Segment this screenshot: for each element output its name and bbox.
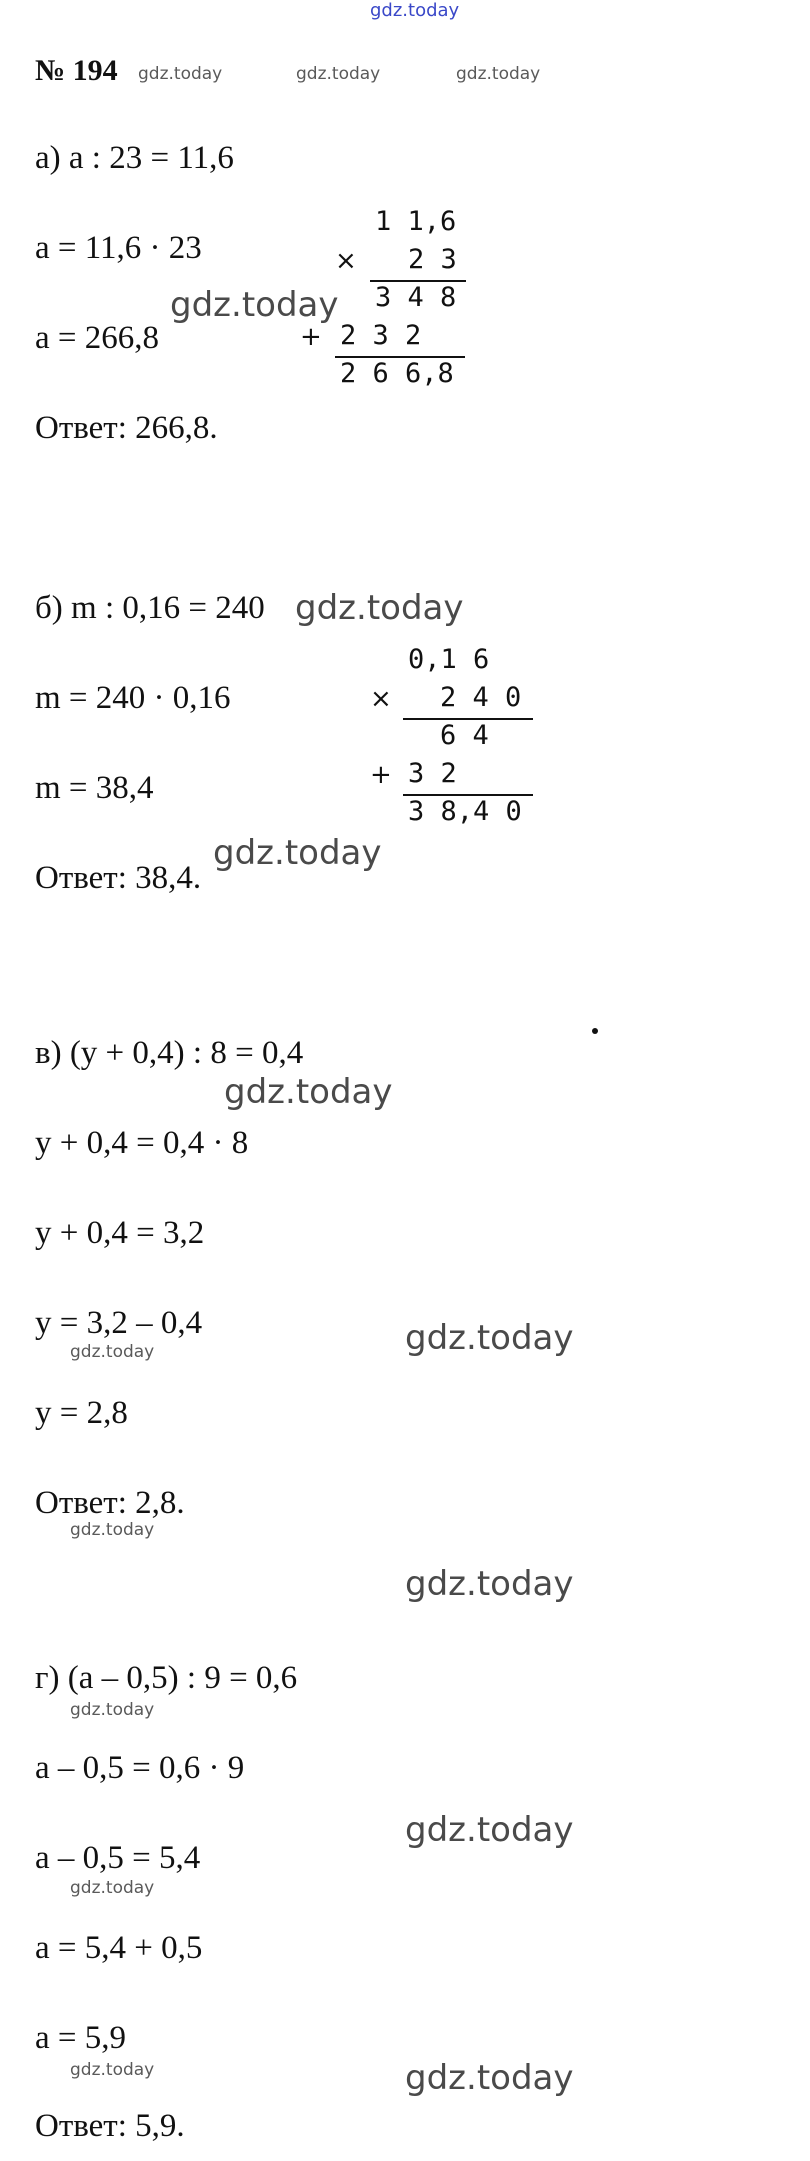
part-c-equation: в) (y + 0,4) : 8 = 0,4 (35, 1035, 304, 1071)
part-b-step2: m = 38,4 (35, 770, 154, 806)
calc-a-result: 2 6 6,8 (340, 358, 454, 389)
calc-a-partial2: 2 3 2 (340, 320, 422, 351)
watermark: gdz.today (70, 1342, 155, 1362)
part-c-answer: Ответ: 2,8. (35, 1485, 185, 1521)
watermark: gdz.today (405, 1318, 574, 1358)
calc-b-partial1: 6 4 (440, 720, 489, 751)
watermark-header-1: gdz.today (138, 64, 223, 84)
part-a-step2: a = 266,8 (35, 320, 160, 356)
part-b-step1: m = 240 · 0,16 (35, 680, 231, 716)
part-c-step1: y + 0,4 = 0,4 · 8 (35, 1125, 249, 1161)
part-b-equation: б) m : 0,16 = 240 (35, 590, 265, 626)
calc-b-multiplicand: 0,1 6 (408, 644, 490, 675)
stray-dot (592, 1028, 598, 1034)
calc-b-multiplier: 2 4 0 (440, 682, 522, 713)
part-d-step3: a = 5,4 + 0,5 (35, 1930, 203, 1966)
part-c-step3: y = 3,2 – 0,4 (35, 1305, 203, 1341)
calc-a-multiplicand: 1 1,6 (375, 206, 457, 237)
part-d-answer: Ответ: 5,9. (35, 2108, 185, 2144)
watermark: gdz.today (224, 1072, 393, 1112)
times-sign: × (335, 246, 357, 276)
part-a-answer: Ответ: 266,8. (35, 410, 218, 446)
times-sign: × (370, 684, 392, 714)
part-a-equation: а) a : 23 = 11,6 (35, 140, 234, 176)
part-c-step4: y = 2,8 (35, 1395, 128, 1431)
watermark-header-2: gdz.today (296, 64, 381, 84)
part-d-step2: a – 0,5 = 5,4 (35, 1840, 201, 1876)
watermark-top: gdz.today (370, 0, 460, 21)
watermark: gdz.today (70, 2060, 155, 2080)
watermark: gdz.today (295, 588, 464, 628)
part-c-step2: y + 0,4 = 3,2 (35, 1215, 205, 1251)
watermark: gdz.today (70, 1878, 155, 1898)
watermark: gdz.today (405, 1810, 574, 1850)
watermark: gdz.today (213, 833, 382, 873)
part-d-equation: г) (a – 0,5) : 9 = 0,6 (35, 1660, 298, 1696)
watermark-header-3: gdz.today (456, 64, 541, 84)
watermark: gdz.today (70, 1520, 155, 1540)
watermark: gdz.today (405, 1564, 574, 1604)
part-a-step1: a = 11,6 · 23 (35, 230, 202, 266)
watermark: gdz.today (170, 285, 339, 325)
plus-sign: + (370, 760, 392, 790)
watermark: gdz.today (70, 1700, 155, 1720)
problem-title: № 194 (35, 54, 118, 87)
part-d-step4: a = 5,9 (35, 2020, 127, 2056)
calc-b-result: 3 8,4 0 (408, 796, 522, 827)
part-d-step1: a – 0,5 = 0,6 · 9 (35, 1750, 245, 1786)
calc-a-partial1: 3 4 8 (375, 282, 457, 313)
plus-sign: + (300, 322, 322, 352)
calc-a-multiplier: 2 3 (408, 244, 457, 275)
calc-b-partial2: 3 2 (408, 758, 457, 789)
watermark: gdz.today (405, 2058, 574, 2098)
part-b-answer: Ответ: 38,4. (35, 860, 202, 896)
